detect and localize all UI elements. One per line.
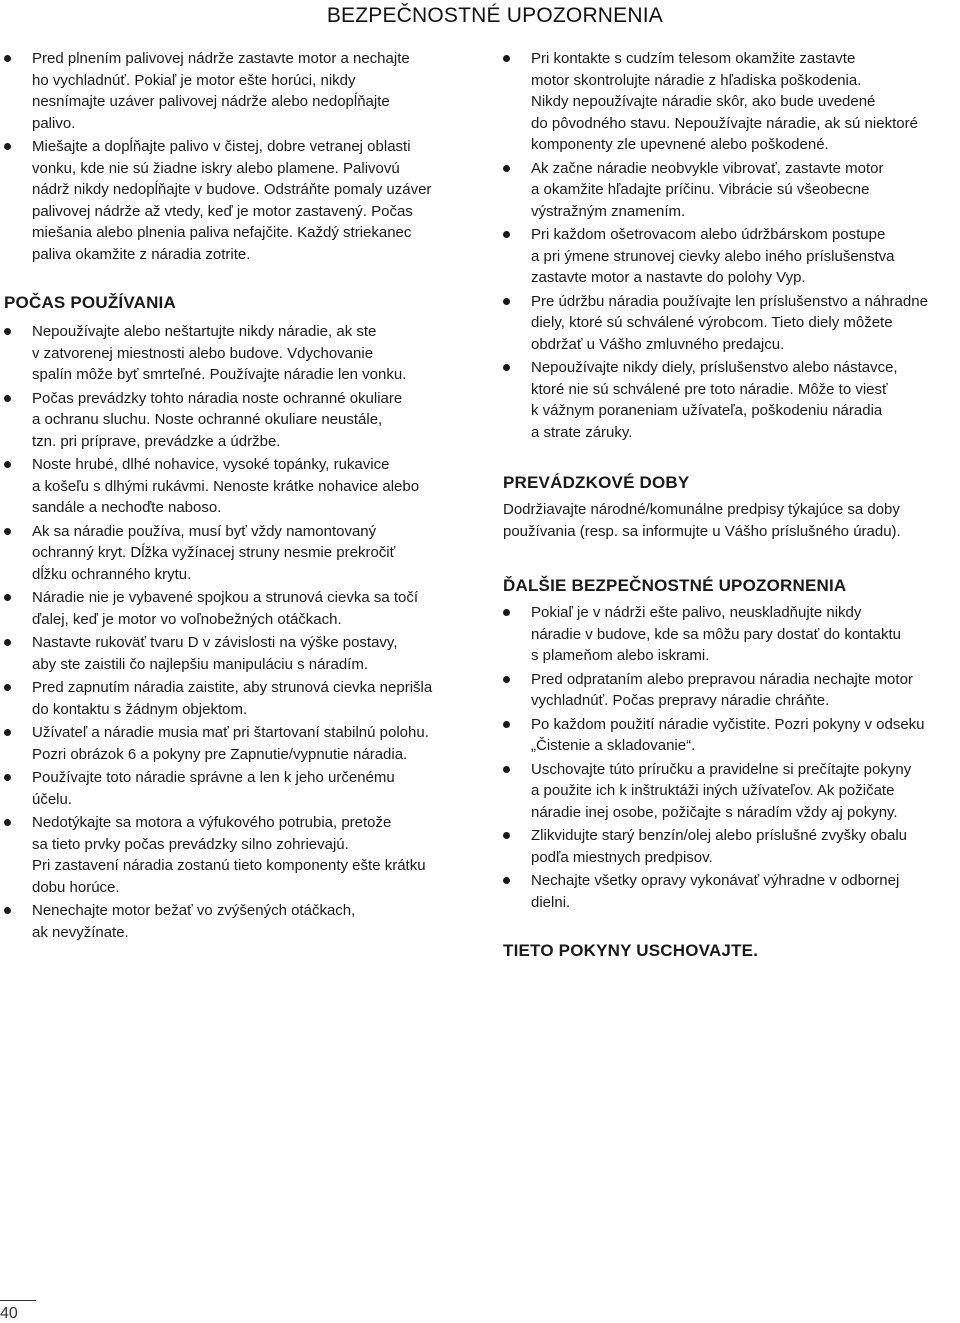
operating-hours-title: PREVÁDZKOVÉ DOBY [503, 473, 690, 492]
bullet-icon [503, 721, 510, 728]
usage-safety-list [4, 321, 474, 943]
further-safety-list [503, 602, 958, 913]
list-item [4, 632, 474, 675]
list-item [503, 870, 958, 913]
list-item-text: Nepoužívajte alebo neštartujte nikdy náradie, ak ste v zatvorenej miestnosti alebo budove. Vdychovanie spalín môže byť smrteľné. Používajte náradie len vonku. [32, 323, 407, 383]
operating-hours-text: Dodržiavajte národné/komunálne predpisy týkajúce sa doby používania (resp. sa informujte u Vášho príslušného úradu). [503, 501, 901, 540]
bullet-icon [503, 676, 510, 683]
list-item [4, 521, 474, 586]
list-item [4, 722, 474, 765]
bullet-icon [4, 395, 11, 402]
list-item-text: Pokiaľ je v nádrži ešte palivo, neuskladňujte nikdy náradie v budove, kde sa môžu pary dostať do kontaktu s plameňom alebo iskrami. [531, 604, 902, 664]
list-item-text: Miešajte a dopĺňajte palivo v čistej, dobre vetranej oblasti vonku, kde nie sú žiadne iskry alebo plamene. Palivovú nádrž nikdy nedopĺňajte v budove. Odstráňte pomaly uzáver palivovej nádrže až vtedy, keď je motor zastavený. Počas miešania alebo plnenia paliva nefajčite. Každý striekanec paliva okamžite z náradia zotrite. [32, 138, 432, 263]
list-item-text: Noste hrubé, dlhé nohavice, vysoké topánky, rukavice a košeľu s dlhými rukávmi. Nenoste krátke nohavice alebo sandále a nechoďte naboso. [32, 456, 420, 516]
usage-section-title: POČAS POUŽÍVANIA [4, 293, 176, 312]
bullet-icon [4, 55, 11, 62]
keep-instructions-note: TIETO POKYNY USCHOVAJTE. [503, 941, 759, 960]
list-item-text: Nedotýkajte sa motora a výfukového potrubia, pretože sa tieto prvky počas prevádzky silno zohrievajú. Pri zastavení náradia zostanú tieto komponenty ešte krátku dobu horúce. [32, 814, 426, 896]
list-item [4, 587, 474, 630]
list-item-text: Ak začne náradie neobvykle vibrovať, zastavte motor a okamžite hľadajte príčinu. Vibrácie sú všeobecne výstražným znamením. [531, 159, 884, 220]
list-item [503, 291, 958, 356]
further-safety-title: ĎALŠIE BEZPEČNOSTNÉ UPOZORNENIA [503, 576, 847, 595]
list-item-text: Užívateľ a náradie musia mať pri štartovaní stabilnú polohu. Pozri obrázok 6 a pokyny pre Zapnutie/vypnutie náradia. [32, 724, 429, 763]
list-item [4, 454, 474, 519]
bullet-icon [503, 55, 510, 62]
list-item [503, 714, 958, 757]
list-item [4, 388, 474, 453]
list-item-text: Nastavte rukoväť tvaru D v závislosti na výške postavy, aby ste zaistili čo najlepšiu manipuláciu s náradím. [32, 634, 398, 673]
list-item-text: Pred plnením palivovej nádrže zastavte motor a nechajte ho vychladnúť. Pokiaľ je motor ešte horúci, nikdy nesnímajte uzáver palivovej nádrže alebo nedopĺňajte palivo. [32, 50, 410, 132]
list-item [503, 669, 958, 712]
bullet-icon [503, 298, 510, 305]
bullet-icon [503, 165, 510, 172]
page-title: BEZPEČNOSTNÉ UPOZORNENIA [326, 4, 663, 27]
bullet-icon [503, 364, 510, 371]
list-item-text: Ak sa náradie používa, musí byť vždy namontovaný ochranný kryt. Dĺžka vyžínacej struny nesmie prekročiť dĺžku ochranného krytu. [32, 522, 396, 583]
bullet-icon [4, 528, 11, 535]
list-item [4, 900, 474, 943]
list-item-text: Pri každom ošetrovacom alebo údržbárskom postupe a pri ýmene strunovej cievky alebo iného príslušenstva zastavte motor a nastavte do polohy Vyp. [531, 226, 895, 286]
bullet-icon [503, 877, 510, 884]
list-item [4, 677, 474, 720]
bullet-icon [4, 639, 11, 646]
bullet-icon [4, 143, 11, 150]
list-item-text: Pre údržbu náradia používajte len príslušenstvo a náhradne diely, ktoré sú schválené výrobcom. Tieto diely môžete obdržať u Vášho zmluvného predajcu. [531, 292, 928, 353]
left-column [4, 48, 474, 945]
list-item [4, 48, 474, 134]
bullet-icon [4, 907, 11, 914]
list-item-text: Po každom použití náradie vyčistite. Pozri pokyny v odseku „Čistenie a skladovanie“. [531, 715, 925, 754]
list-item-text: Nechajte všetky opravy vykonávať výhradne v odbornej dielni. [531, 872, 900, 911]
list-item-text: Pri kontakte s cudzím telesom okamžite zastavte motor skontrolujte náradie z hľadiska poškodenia. Nikdy nepoužívajte náradie skôr, ako bude uvedené do pôvodného stavu. Nepoužívajte náradie, ak sú niektoré komponenty zle upevnené alebo poškodené. [531, 50, 918, 153]
bullet-icon [4, 819, 11, 826]
list-item-text: Nenechajte motor bežať vo zvýšených otáčkach, ak nevyžínate. [32, 902, 356, 941]
fuel-safety-list [4, 48, 474, 265]
list-item [4, 136, 474, 265]
list-item [4, 812, 474, 898]
list-item-text: Pred zapnutím náradia zaistite, aby strunová cievka neprišla do kontaktu s žádnym objektom. [32, 679, 433, 718]
bullet-icon [503, 766, 510, 773]
list-item-text: Zlikvidujte starý benzín/olej alebo príslušné zvyšky obalu podľa miestnych predpisov. [531, 827, 908, 866]
list-item [503, 759, 958, 824]
bullet-icon [4, 729, 11, 736]
bullet-icon [503, 609, 510, 616]
list-item-text: Náradie nie je vybavené spojkou a strunová cievka sa točí ďalej, keď je motor vo voľnobežných otáčkach. [32, 589, 419, 628]
bullet-icon [503, 231, 510, 238]
bullet-icon [503, 832, 510, 839]
list-item [4, 321, 474, 386]
list-item [503, 602, 958, 667]
list-item-text: Uschovajte túto príručku a pravidelne si prečítajte pokyny a použite ich k inštruktáži iných užívateľov. Ak požičate náradie inej osobe, požičajte s náradím vždy aj pokyny. [531, 760, 912, 821]
list-item-text: Počas prevádzky tohto náradia noste ochranné okuliare a ochranu sluchu. Noste ochranné okuliare neustále, tzn. pri príprave, prevádzke a údržbe. [32, 389, 403, 450]
bullet-icon [4, 461, 11, 468]
bullet-icon [4, 774, 11, 781]
list-item [503, 158, 958, 223]
list-item-text: Používajte toto náradie správne a len k jeho určenému účelu. [32, 769, 395, 808]
bullet-icon [4, 328, 11, 335]
bullet-icon [4, 594, 11, 601]
list-item-text: Nepoužívajte nikdy diely, príslušenstvo alebo nástavce, ktoré nie sú schválené pre toto náradie. Môže to viesť k vážnym poraneniam užívateľa, poškodeniu náradia a strate záruky. [531, 359, 898, 441]
maintenance-safety-list [503, 48, 958, 443]
right-column [503, 48, 958, 961]
list-item-text: Pred odpratаním alebo prepravou náradia nechajte motor vychladnúť. Počas prepravy náradie chráňte. [531, 670, 913, 709]
page-number: 40 [0, 1300, 36, 1323]
bullet-icon [4, 684, 11, 691]
list-item [4, 767, 474, 810]
list-item [503, 825, 958, 868]
list-item [503, 224, 958, 289]
list-item [503, 48, 958, 156]
list-item [503, 357, 958, 443]
